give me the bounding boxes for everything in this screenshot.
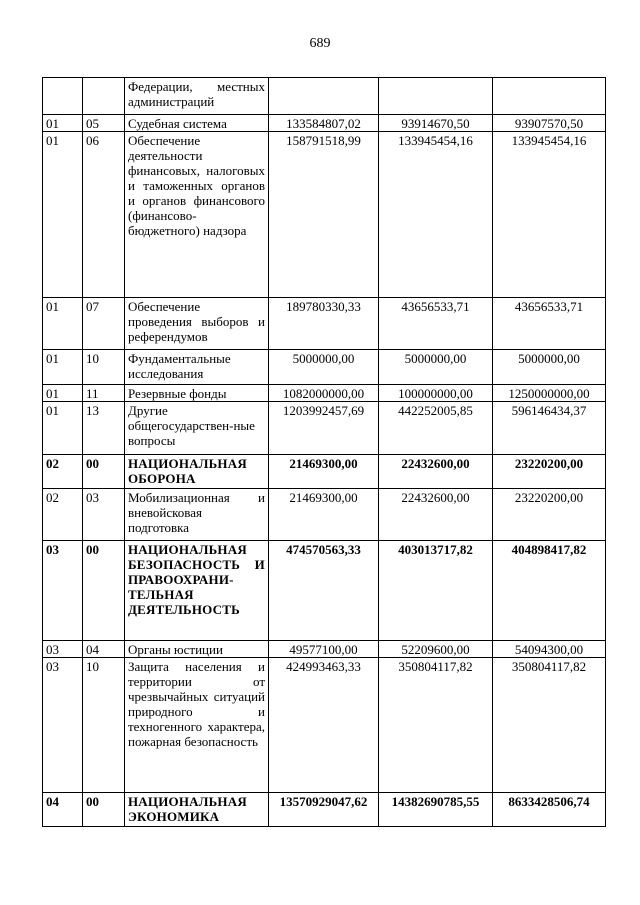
section-code: 04 (43, 793, 83, 827)
table-row (43, 132, 606, 298)
value-year-3: 133945454,16 (493, 132, 606, 298)
value-year-3: 54094300,00 (493, 641, 606, 658)
item-name: Мобилизационная и вневойсковая подготовка (125, 489, 269, 541)
value-year-3: 596146434,37 (493, 402, 606, 455)
value-year-3: 23220200,00 (493, 489, 606, 541)
value-year-3: 8633428506,74 (493, 793, 606, 827)
table-row (43, 641, 606, 658)
item-name: Другие общегосударствен-ные вопросы (125, 402, 269, 455)
budget-table (42, 77, 606, 827)
subsection-code: 03 (83, 489, 125, 541)
table-row (43, 793, 606, 827)
section-code: 03 (43, 658, 83, 793)
value-year-2: 22432600,00 (379, 489, 493, 541)
table-row (43, 350, 606, 385)
value-year-1: 1203992457,69 (269, 402, 379, 455)
subsection-code: 04 (83, 641, 125, 658)
section-code: 01 (43, 132, 83, 298)
value-year-3: 43656533,71 (493, 298, 606, 350)
section-code: 01 (43, 350, 83, 385)
section-code: 02 (43, 489, 83, 541)
value-year-2: 133945454,16 (379, 132, 493, 298)
subsection-code: 00 (83, 793, 125, 827)
value-year-1: 21469300,00 (269, 489, 379, 541)
value-year-2: 22432600,00 (379, 455, 493, 489)
table-row (43, 78, 606, 115)
value-year-2: 442252005,85 (379, 402, 493, 455)
item-name: Судебная система (125, 115, 269, 132)
value-year-3 (493, 78, 606, 115)
table-row (43, 115, 606, 132)
table-row (43, 541, 606, 641)
item-name: НАЦИОНАЛЬНАЯ ЭКОНОМИКА (125, 793, 269, 827)
table-row (43, 402, 606, 455)
value-year-1 (269, 78, 379, 115)
value-year-1: 424993463,33 (269, 658, 379, 793)
value-year-3: 5000000,00 (493, 350, 606, 385)
value-year-3: 404898417,82 (493, 541, 606, 641)
item-name: Федерации, местных администраций (125, 78, 269, 115)
section-code: 02 (43, 455, 83, 489)
item-name: Обеспечение деятельности финансовых, налоговых и таможенных органов и органов финансового (финансово-бюджетного) надзора (125, 132, 269, 298)
value-year-1: 13570929047,62 (269, 793, 379, 827)
table-row (43, 658, 606, 793)
subsection-code: 00 (83, 455, 125, 489)
value-year-1: 474570563,33 (269, 541, 379, 641)
value-year-3: 23220200,00 (493, 455, 606, 489)
budget-table-body (43, 78, 606, 827)
value-year-1: 21469300,00 (269, 455, 379, 489)
value-year-1: 5000000,00 (269, 350, 379, 385)
item-name: НАЦИОНАЛЬНАЯ ОБОРОНА (125, 455, 269, 489)
item-name: Фундаментальные исследования (125, 350, 269, 385)
value-year-1: 133584807,02 (269, 115, 379, 132)
subsection-code: 07 (83, 298, 125, 350)
value-year-2: 100000000,00 (379, 385, 493, 402)
value-year-1: 189780330,33 (269, 298, 379, 350)
value-year-3: 350804117,82 (493, 658, 606, 793)
item-name: Резервные фонды (125, 385, 269, 402)
value-year-3: 93907570,50 (493, 115, 606, 132)
subsection-code: 06 (83, 132, 125, 298)
subsection-code: 10 (83, 658, 125, 793)
value-year-1: 158791518,99 (269, 132, 379, 298)
table-row (43, 385, 606, 402)
value-year-2: 93914670,50 (379, 115, 493, 132)
section-code: 01 (43, 385, 83, 402)
subsection-code (83, 78, 125, 115)
subsection-code: 00 (83, 541, 125, 641)
subsection-code: 11 (83, 385, 125, 402)
value-year-1: 1082000000,00 (269, 385, 379, 402)
section-code: 03 (43, 541, 83, 641)
value-year-2: 43656533,71 (379, 298, 493, 350)
section-code (43, 78, 83, 115)
table-row (43, 298, 606, 350)
item-name: Обеспечение проведения выборов и референдумов (125, 298, 269, 350)
section-code: 01 (43, 402, 83, 455)
value-year-2: 5000000,00 (379, 350, 493, 385)
subsection-code: 10 (83, 350, 125, 385)
table-row (43, 455, 606, 489)
value-year-2 (379, 78, 493, 115)
table-row (43, 489, 606, 541)
section-code: 01 (43, 115, 83, 132)
subsection-code: 05 (83, 115, 125, 132)
section-code: 03 (43, 641, 83, 658)
value-year-2: 403013717,82 (379, 541, 493, 641)
subsection-code: 13 (83, 402, 125, 455)
value-year-2: 350804117,82 (379, 658, 493, 793)
value-year-1: 49577100,00 (269, 641, 379, 658)
item-name: НАЦИОНАЛЬНАЯ БЕЗОПАСНОСТЬ И ПРАВООХРАНИ-ТЕЛЬНАЯ ДЕЯТЕЛЬНОСТЬ (125, 541, 269, 641)
item-name: Органы юстиции (125, 641, 269, 658)
value-year-2: 52209600,00 (379, 641, 493, 658)
value-year-2: 14382690785,55 (379, 793, 493, 827)
section-code: 01 (43, 298, 83, 350)
page-number: 689 (309, 36, 331, 51)
item-name: Защита населения и территории от чрезвычайных ситуаций природного и техногенного характера, пожарная безопасность (125, 658, 269, 793)
value-year-3: 1250000000,00 (493, 385, 606, 402)
